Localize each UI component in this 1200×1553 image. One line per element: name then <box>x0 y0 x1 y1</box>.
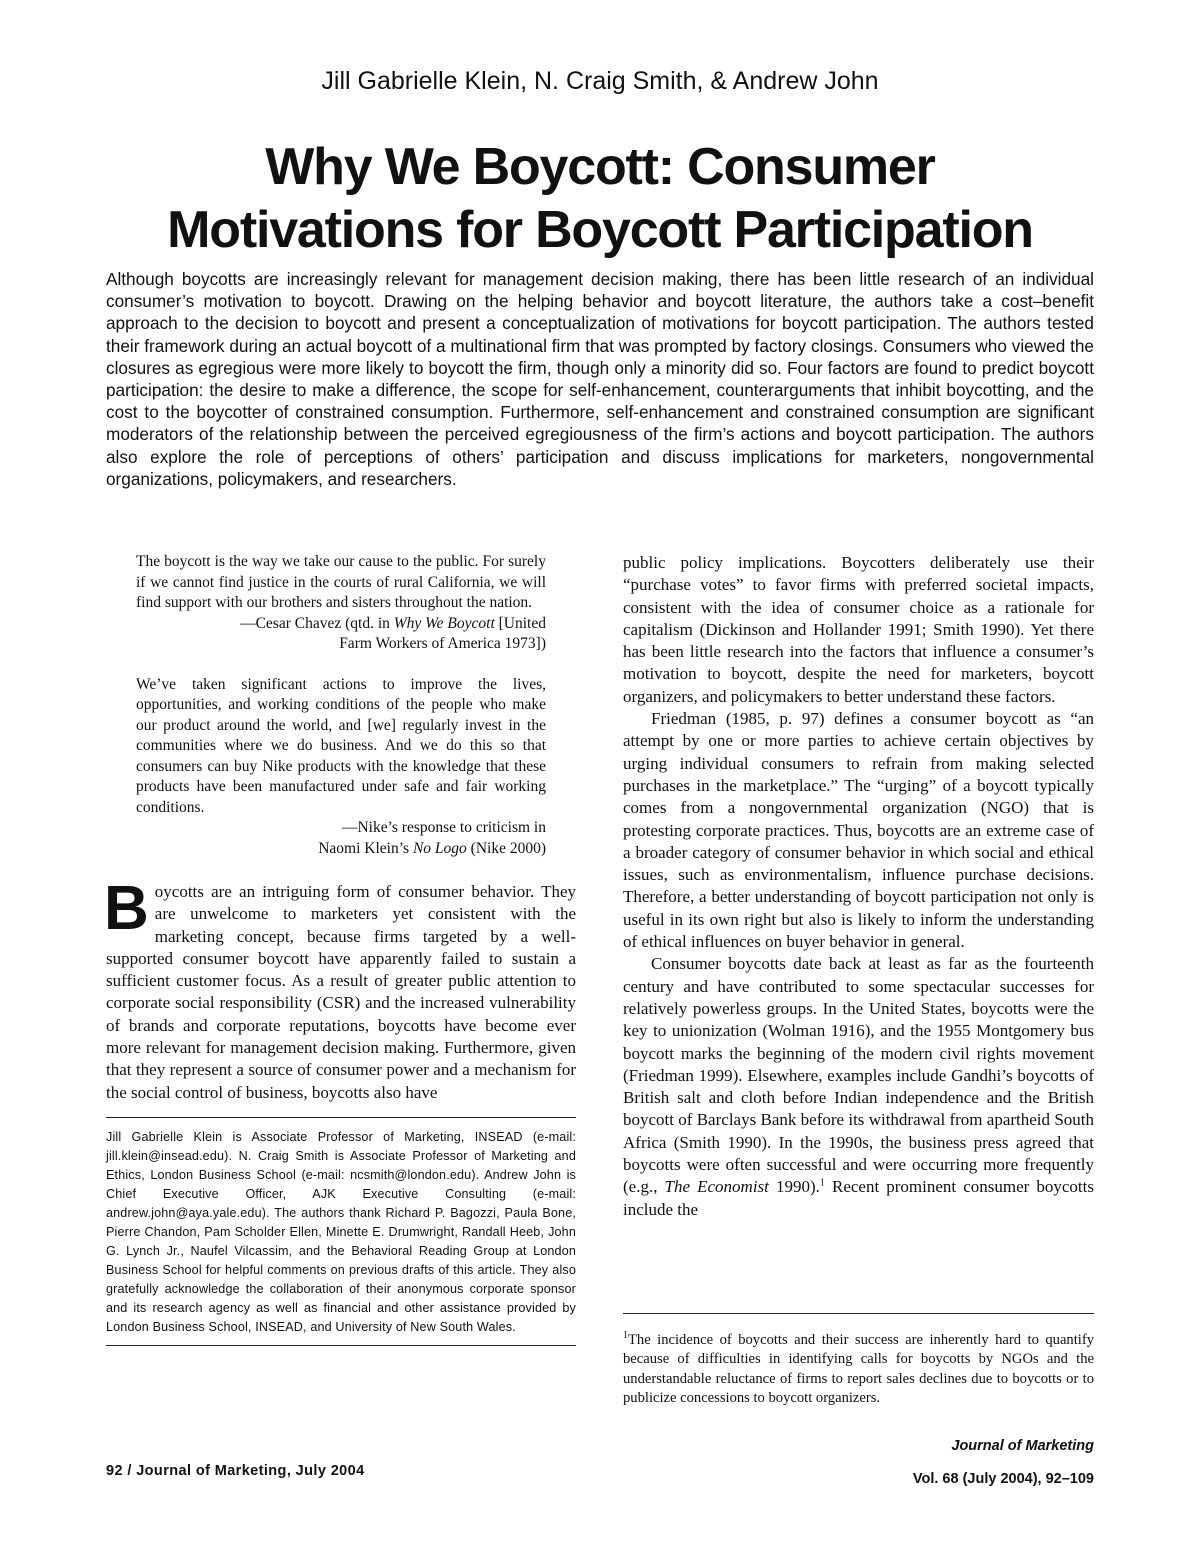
epigraph-citation: —Cesar Chavez (qtd. in Why We Boycott [United Farm Workers of America 1973]) <box>240 614 546 652</box>
epigraph-nike <box>136 675 546 860</box>
title-line-2: Motivations for Boycott Participation <box>167 201 1033 259</box>
journal-volume: Vol. 68 (July 2004), 92–109 <box>912 1471 1094 1487</box>
journal-name: Journal of Marketing <box>951 1438 1094 1454</box>
abstract-text: Although boycotts are increasingly relevant for management decision making, there has been little research of an individual consumer’s motivation to boycott. Drawing on the helping behavior and boycott literature, the authors take a cost–benefit approach to the decision to boycott and present a conceptualization of motivations for boycott participation. The authors tested their framework during an actual boycott of a multinational firm that was prompted by factory closings. Consumers who viewed the closures as egregious were more likely to boycott the firm, though only a minority did so. Four factors are found to predict boycott participation: the desire to make a difference, the scope for self-enhancement, counterarguments that inhibit boycotting, and the cost to the boycotter of constrained consumption. Furthermore, self-enhancement and constrained consumption are significant moderators of the relationship between the perceived egregiousness of the firm’s actions and boycott participation. The authors also explore the role of perceptions of others’ participation and discuss implications for marketers, nongovernmental organizations, policymakers, and researchers. <box>106 269 1094 489</box>
article-title <box>0 136 1200 262</box>
footnote-text: $^1$The incidence of boycotts and their success are inherently hard to quantify because of difficulties in identifying calls for boycotts by NGOs and the understandable reluctance of firms to report sales declines due to boycotts or to publicize concessions to boycott organizers. <box>623 1330 1094 1407</box>
title-line-1: Why We Boycott: Consumer <box>265 138 935 196</box>
epigraph-quote: We’ve taken significant actions to improve the lives, opportunities, and working conditions of the people who make our product around the world, and [we] regularly invest in the communities where we do business. And we do this so that consumers can buy Nike products with the knowledge that these products have been manufactured under safe and fair working conditions. <box>136 675 546 816</box>
body-paragraph: Friedman (1985, p. 97) defines a consumer boycott as “an attempt by one or more parties to achieve certain objectives by urging individual consumers to refrain from making selected purchases in the marketplace.” The “urging” of a boycott typically comes from a nongovernmental organization (NGO) that is protesting corporate practices. Thus, boycotts are an extreme case of a broader category of consumer behavior in which social and ethical issues, such as environmentalism, influence purchase decisions. Therefore, a better understanding of boycott participation not only is useful in its own right but also is likely to inform the understanding of ethical influences on buyer behavior in general. <box>623 709 1094 952</box>
journal-citation <box>913 1430 1094 1496</box>
intro-paragraph <box>104 874 576 1104</box>
abstract <box>106 268 1094 490</box>
left-column <box>106 552 576 1104</box>
right-column <box>623 552 1094 1221</box>
footnote-rule-bottom <box>106 1345 576 1346</box>
body-paragraph: public policy implications. Boycotters deliberately use their “purchase votes” to favor firms with preferred societal impacts, consistent with the idea of consumer choice as a rationale for capitalism (Dickinson and Hollander 1991; Smith 1990). Yet there has been little research into the factors that influence a consumer’s motivation to boycott, despite the need for marketers, boycott organizers, and policymakers to better understand these factors. <box>623 553 1094 706</box>
footnote-marker: 1 <box>819 1177 825 1189</box>
footnote-rule <box>106 1117 576 1118</box>
author-line: Jill Gabrielle Klein, N. Craig Smith, & Andrew John <box>321 67 879 95</box>
page-folio: 92 / Journal of Marketing, July 2004 <box>106 1463 365 1479</box>
footnote <box>623 1313 1094 1409</box>
body-paragraph: Consumer boycotts date back at least as far as the fourteenth century and have contributed to some spectacular successes for relatively powerless groups. In the United States, boycotts were the key to unionization (Wolman 1916), and the 1955 Montgomery bus boycott marks the beginning of the modern civil rights movement (Friedman 1999). Elsewhere, examples include Gandhi’s boycotts of British salt and cloth before Indian independence and the British boycott of Barclays Bank before its withdrawal from apartheid South Africa (Smith 1990). In the 1990s, the business press agreed that boycotts were often successful and were occurring more frequently (e.g., The Economist 1990).$^1$ Recent prominent consumer boycotts include the <box>623 954 1094 1219</box>
drop-cap: B <box>104 874 149 943</box>
epigraph-quote: The boycott is the way we take our cause to the public. For surely if we cannot find justice in the courts of rural California, we will find support with our brothers and sisters throughout the nation. <box>136 553 546 611</box>
epigraph-chavez <box>136 552 546 655</box>
intro-text: oycotts are an intriguing form of consumer behavior. They are unwelcome to marketers yet consistent with the marketing concept, because firms targeted by a well-supported consumer boycott have apparently failed to sustain a sufficient customer focus. As a result of greater public attention to corporate social responsibility (CSR) and the increased vulnerability of brands and corporate reputations, boycotts have become ever more relevant for management decision making. Furthermore, given that they represent a source of consumer power and a mechanism for the social control of business, boycotts also have <box>106 882 576 1102</box>
epigraph-citation: —Nike’s response to criticism in Naomi Klein’s No Logo (Nike 2000) <box>318 819 546 857</box>
footnote-rule <box>623 1313 1094 1314</box>
author-note <box>106 1117 576 1346</box>
author-note-text: Jill Gabrielle Klein is Associate Professor of Marketing, INSEAD (e-mail: jill.klein@insead.edu). N. Craig Smith is Associate Professor of Marketing and Ethics, London Business School (e-mail: ncsmith@london.edu). Andrew John is Chief Executive Officer, AJK Executive Consulting (e-mail: andrew.john@aya.yale.edu). The authors thank Richard P. Bagozzi, Paula Bone, Pierre Chandon, Pam Scholder Ellen, Minette E. Drumwright, Randall Heeb, John G. Lynch Jr., Naufel Vilcassim, and the Behavioral Reading Group at London Business School for helpful comments on previous drafts of this article. They also gratefully acknowledge the collaboration of their anonymous corporate sponsor and its research agency as well as financial and other assistance provided by London Business School, INSEAD, and University of New South Wales. <box>106 1130 576 1334</box>
